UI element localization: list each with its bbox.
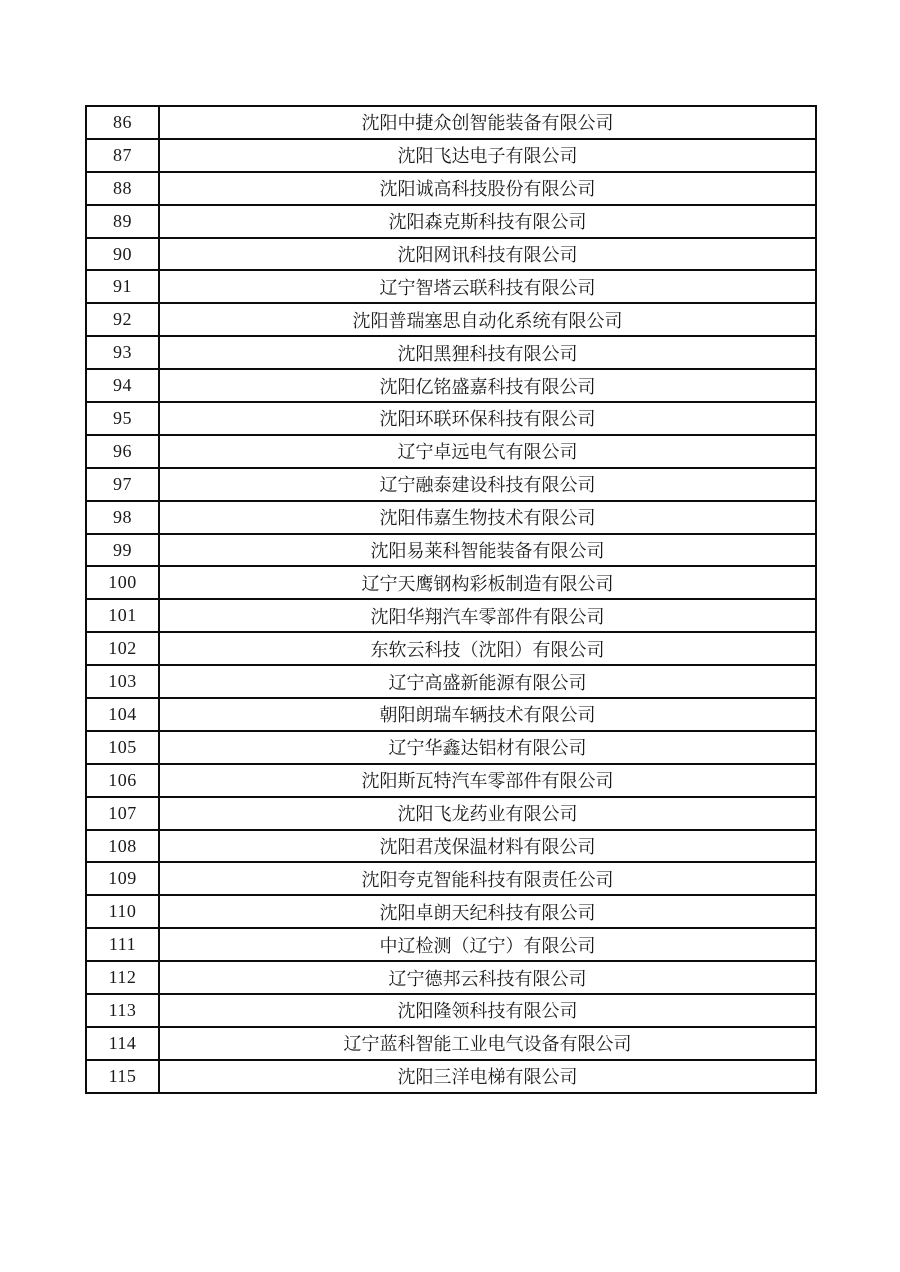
company-name-cell: 沈阳亿铭盛嘉科技有限公司 xyxy=(159,369,816,402)
table-row xyxy=(86,303,816,336)
table-row xyxy=(86,1060,816,1093)
company-name-cell: 辽宁卓远电气有限公司 xyxy=(159,435,816,468)
company-name-cell: 沈阳普瑞塞思自动化系统有限公司 xyxy=(159,303,816,336)
table-row xyxy=(86,106,816,139)
table-row xyxy=(86,172,816,205)
row-number-cell: 105 xyxy=(86,731,159,764)
table-row xyxy=(86,961,816,994)
table-row xyxy=(86,895,816,928)
row-number-cell: 98 xyxy=(86,501,159,534)
row-number-cell: 96 xyxy=(86,435,159,468)
table-row xyxy=(86,468,816,501)
table-row xyxy=(86,238,816,271)
row-number-cell: 95 xyxy=(86,402,159,435)
table-row xyxy=(86,435,816,468)
company-name-cell: 沈阳中捷众创智能装备有限公司 xyxy=(159,106,816,139)
company-name-cell: 沈阳夸克智能科技有限责任公司 xyxy=(159,862,816,895)
row-number-cell: 86 xyxy=(86,106,159,139)
row-number-cell: 97 xyxy=(86,468,159,501)
company-name-cell: 沈阳环联环保科技有限公司 xyxy=(159,402,816,435)
company-name-cell: 辽宁融泰建设科技有限公司 xyxy=(159,468,816,501)
table-row xyxy=(86,665,816,698)
row-number-cell: 91 xyxy=(86,270,159,303)
company-name-cell: 东软云科技（沈阳）有限公司 xyxy=(159,632,816,665)
table-row xyxy=(86,928,816,961)
table-row xyxy=(86,139,816,172)
company-name-cell: 沈阳隆领科技有限公司 xyxy=(159,994,816,1027)
table-row xyxy=(86,764,816,797)
company-name-cell: 沈阳君茂保温材料有限公司 xyxy=(159,830,816,863)
row-number-cell: 104 xyxy=(86,698,159,731)
company-name-cell: 辽宁德邦云科技有限公司 xyxy=(159,961,816,994)
table-row xyxy=(86,599,816,632)
row-number-cell: 110 xyxy=(86,895,159,928)
row-number-cell: 88 xyxy=(86,172,159,205)
table-row xyxy=(86,1027,816,1060)
row-number-cell: 90 xyxy=(86,238,159,271)
row-number-cell: 111 xyxy=(86,928,159,961)
company-list-table xyxy=(85,105,817,1094)
company-name-cell: 沈阳三洋电梯有限公司 xyxy=(159,1060,816,1093)
table-row xyxy=(86,731,816,764)
company-name-cell: 沈阳飞龙药业有限公司 xyxy=(159,797,816,830)
company-name-cell: 沈阳网讯科技有限公司 xyxy=(159,238,816,271)
row-number-cell: 101 xyxy=(86,599,159,632)
company-name-cell: 沈阳黑狸科技有限公司 xyxy=(159,336,816,369)
company-name-cell: 沈阳伟嘉生物技术有限公司 xyxy=(159,501,816,534)
row-number-cell: 94 xyxy=(86,369,159,402)
company-name-cell: 沈阳飞达电子有限公司 xyxy=(159,139,816,172)
row-number-cell: 108 xyxy=(86,830,159,863)
row-number-cell: 115 xyxy=(86,1060,159,1093)
table-row xyxy=(86,698,816,731)
row-number-cell: 100 xyxy=(86,566,159,599)
row-number-cell: 89 xyxy=(86,205,159,238)
row-number-cell: 92 xyxy=(86,303,159,336)
table-row xyxy=(86,862,816,895)
row-number-cell: 107 xyxy=(86,797,159,830)
row-number-cell: 93 xyxy=(86,336,159,369)
table-row xyxy=(86,566,816,599)
row-number-cell: 103 xyxy=(86,665,159,698)
table-row xyxy=(86,797,816,830)
company-name-cell: 辽宁蓝科智能工业电气设备有限公司 xyxy=(159,1027,816,1060)
table-row xyxy=(86,336,816,369)
company-name-cell: 沈阳诚高科技股份有限公司 xyxy=(159,172,816,205)
table-body xyxy=(86,106,816,1093)
company-name-cell: 辽宁高盛新能源有限公司 xyxy=(159,665,816,698)
row-number-cell: 113 xyxy=(86,994,159,1027)
row-number-cell: 106 xyxy=(86,764,159,797)
table-row xyxy=(86,402,816,435)
company-name-cell: 沈阳斯瓦特汽车零部件有限公司 xyxy=(159,764,816,797)
table-row xyxy=(86,534,816,567)
company-name-cell: 沈阳易莱科智能装备有限公司 xyxy=(159,534,816,567)
row-number-cell: 109 xyxy=(86,862,159,895)
company-name-cell: 沈阳森克斯科技有限公司 xyxy=(159,205,816,238)
row-number-cell: 99 xyxy=(86,534,159,567)
company-name-cell: 沈阳卓朗天纪科技有限公司 xyxy=(159,895,816,928)
table-row xyxy=(86,632,816,665)
company-name-cell: 朝阳朗瑞车辆技术有限公司 xyxy=(159,698,816,731)
table-row xyxy=(86,270,816,303)
company-name-cell: 辽宁智塔云联科技有限公司 xyxy=(159,270,816,303)
company-name-cell: 中辽检测（辽宁）有限公司 xyxy=(159,928,816,961)
company-name-cell: 辽宁华鑫达铝材有限公司 xyxy=(159,731,816,764)
company-name-cell: 沈阳华翔汽车零部件有限公司 xyxy=(159,599,816,632)
table-row xyxy=(86,369,816,402)
company-name-cell: 辽宁天鹰钢构彩板制造有限公司 xyxy=(159,566,816,599)
table-row xyxy=(86,501,816,534)
row-number-cell: 102 xyxy=(86,632,159,665)
row-number-cell: 112 xyxy=(86,961,159,994)
table-row xyxy=(86,830,816,863)
row-number-cell: 87 xyxy=(86,139,159,172)
table-row xyxy=(86,205,816,238)
table-row xyxy=(86,994,816,1027)
row-number-cell: 114 xyxy=(86,1027,159,1060)
